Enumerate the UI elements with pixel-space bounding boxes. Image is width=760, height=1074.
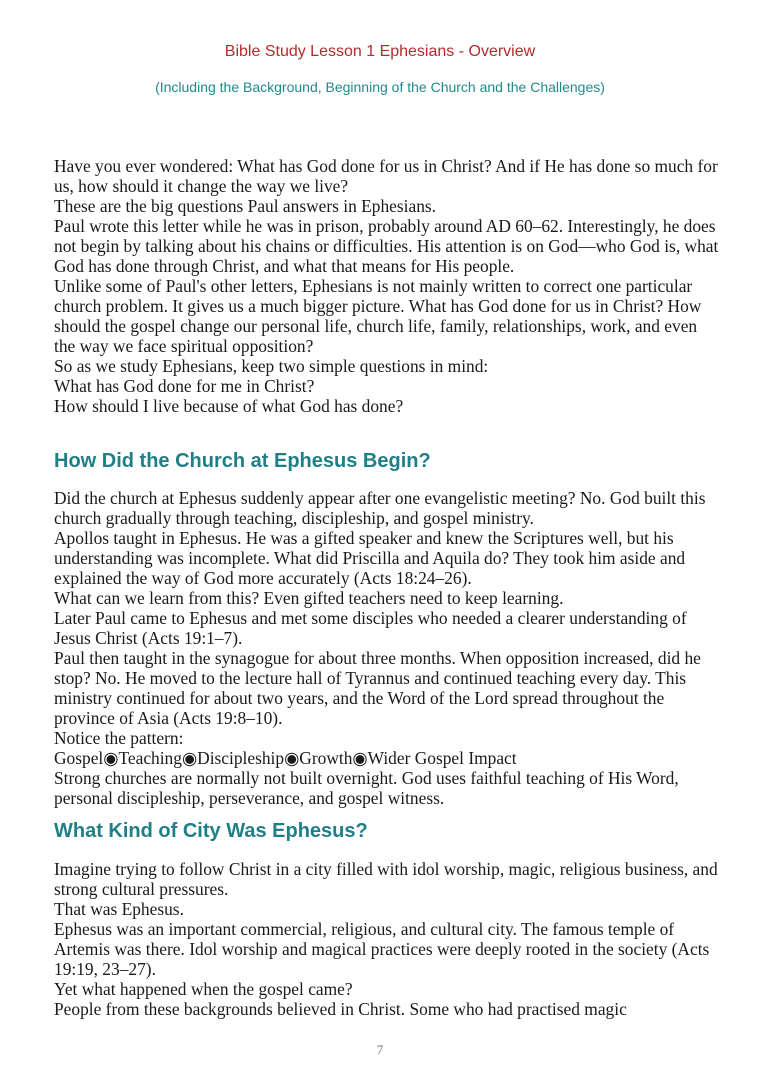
pattern-separator-icon: ◉ [103, 748, 119, 768]
page-subtitle: (Including the Background, Beginning of the Church and the Challenges) [155, 79, 605, 95]
intro-paragraph: So as we study Ephesians, keep two simple questions in mind: [54, 356, 489, 376]
pattern-separator-icon: ◉ [284, 748, 300, 768]
church-paragraph: What can we learn from this? Even gifted teachers need to keep learning. [54, 588, 564, 608]
intro-paragraph: These are the big questions Paul answers in Ephesians. [54, 196, 437, 216]
intro-section [54, 156, 722, 416]
intro-question: What has God done for me in Christ? [54, 376, 315, 396]
city-paragraph: That was Ephesus. [54, 899, 184, 919]
pattern-step: Gospel [54, 748, 104, 768]
intro-paragraph: Unlike some of Paul's other letters, Ephesians is not mainly written to correct one particular church problem. It gives us a much bigger picture. What has God done for us in Christ? How should the gospel change our personal life, church life, family, relationships, work, and even the way we face spiritual opposition? [54, 276, 702, 356]
church-section [54, 488, 722, 808]
city-paragraph: Yet what happened when the gospel came? [54, 979, 353, 999]
section-heading-church: How Did the Church at Ephesus Begin? [54, 450, 431, 472]
church-paragraph: Did the church at Ephesus suddenly appear after one evangelistic meeting? No. God built this church gradually through teaching, discipleship, and gospel ministry. [54, 488, 706, 528]
pattern-separator-icon: ◉ [352, 748, 368, 768]
church-paragraph: Paul then taught in the synagogue for about three months. When opposition increased, did he stop? No. He moved to the lecture hall of Tyrannus and continued teaching every day. This ministry continued for about two years, and the Word of the Lord spread throughout the province of Asia (Acts 19:8–10). [54, 648, 701, 728]
pattern-step: Wider Gospel Impact [367, 748, 517, 768]
pattern-step: Growth [299, 748, 353, 768]
city-section [54, 859, 722, 1019]
church-closing: Strong churches are normally not built overnight. God uses faithful teaching of His Word, personal discipleship, perseverance, and gospel witness. [54, 768, 679, 808]
pattern-step: Teaching [118, 748, 182, 768]
church-paragraph: Apollos taught in Ephesus. He was a gifted speaker and knew the Scriptures well, but his understanding was incomplete. What did Priscilla and Aquila do? They took him aside and explained the way of God more accurately (Acts 18:24–26). [54, 528, 686, 588]
intro-paragraph: Paul wrote this letter while he was in prison, probably around AD 60–62. Interestingly, he does not begin by talking about his chains or difficulties. His attention is on God—who God is, what God has done through Christ, and what that means for His people. [54, 216, 719, 276]
page-title: Bible Study Lesson 1 Ephesians - Overview [224, 43, 536, 60]
city-paragraph: Imagine trying to follow Christ in a city filled with idol worship, magic, religious business, and strong cultural pressures. [54, 859, 718, 899]
pattern-step: Discipleship [197, 748, 285, 768]
church-paragraph: Notice the pattern: [54, 728, 184, 748]
page-number: 7 [376, 1042, 384, 1057]
city-paragraph: Ephesus was an important commercial, religious, and cultural city. The famous temple of Artemis was there. Idol worship and magical practices were deeply rooted in the society (Acts 19:19, 23–27). [54, 919, 710, 979]
pattern-separator-icon: ◉ [181, 748, 198, 768]
city-paragraph: People from these backgrounds believed in Christ. Some who had practised magic [54, 999, 627, 1019]
intro-question: How should I live because of what God has done? [54, 396, 404, 416]
church-paragraph: Later Paul came to Ephesus and met some disciples who needed a clearer understanding of Jesus Christ (Acts 19:1–7). [54, 608, 687, 648]
section-heading-city: What Kind of City Was Ephesus? [54, 820, 368, 842]
pattern-flow [54, 748, 722, 768]
intro-paragraph: Have you ever wondered: What has God done for us in Christ? And if He has done so much for us, how should it change the way we live? [54, 156, 718, 196]
